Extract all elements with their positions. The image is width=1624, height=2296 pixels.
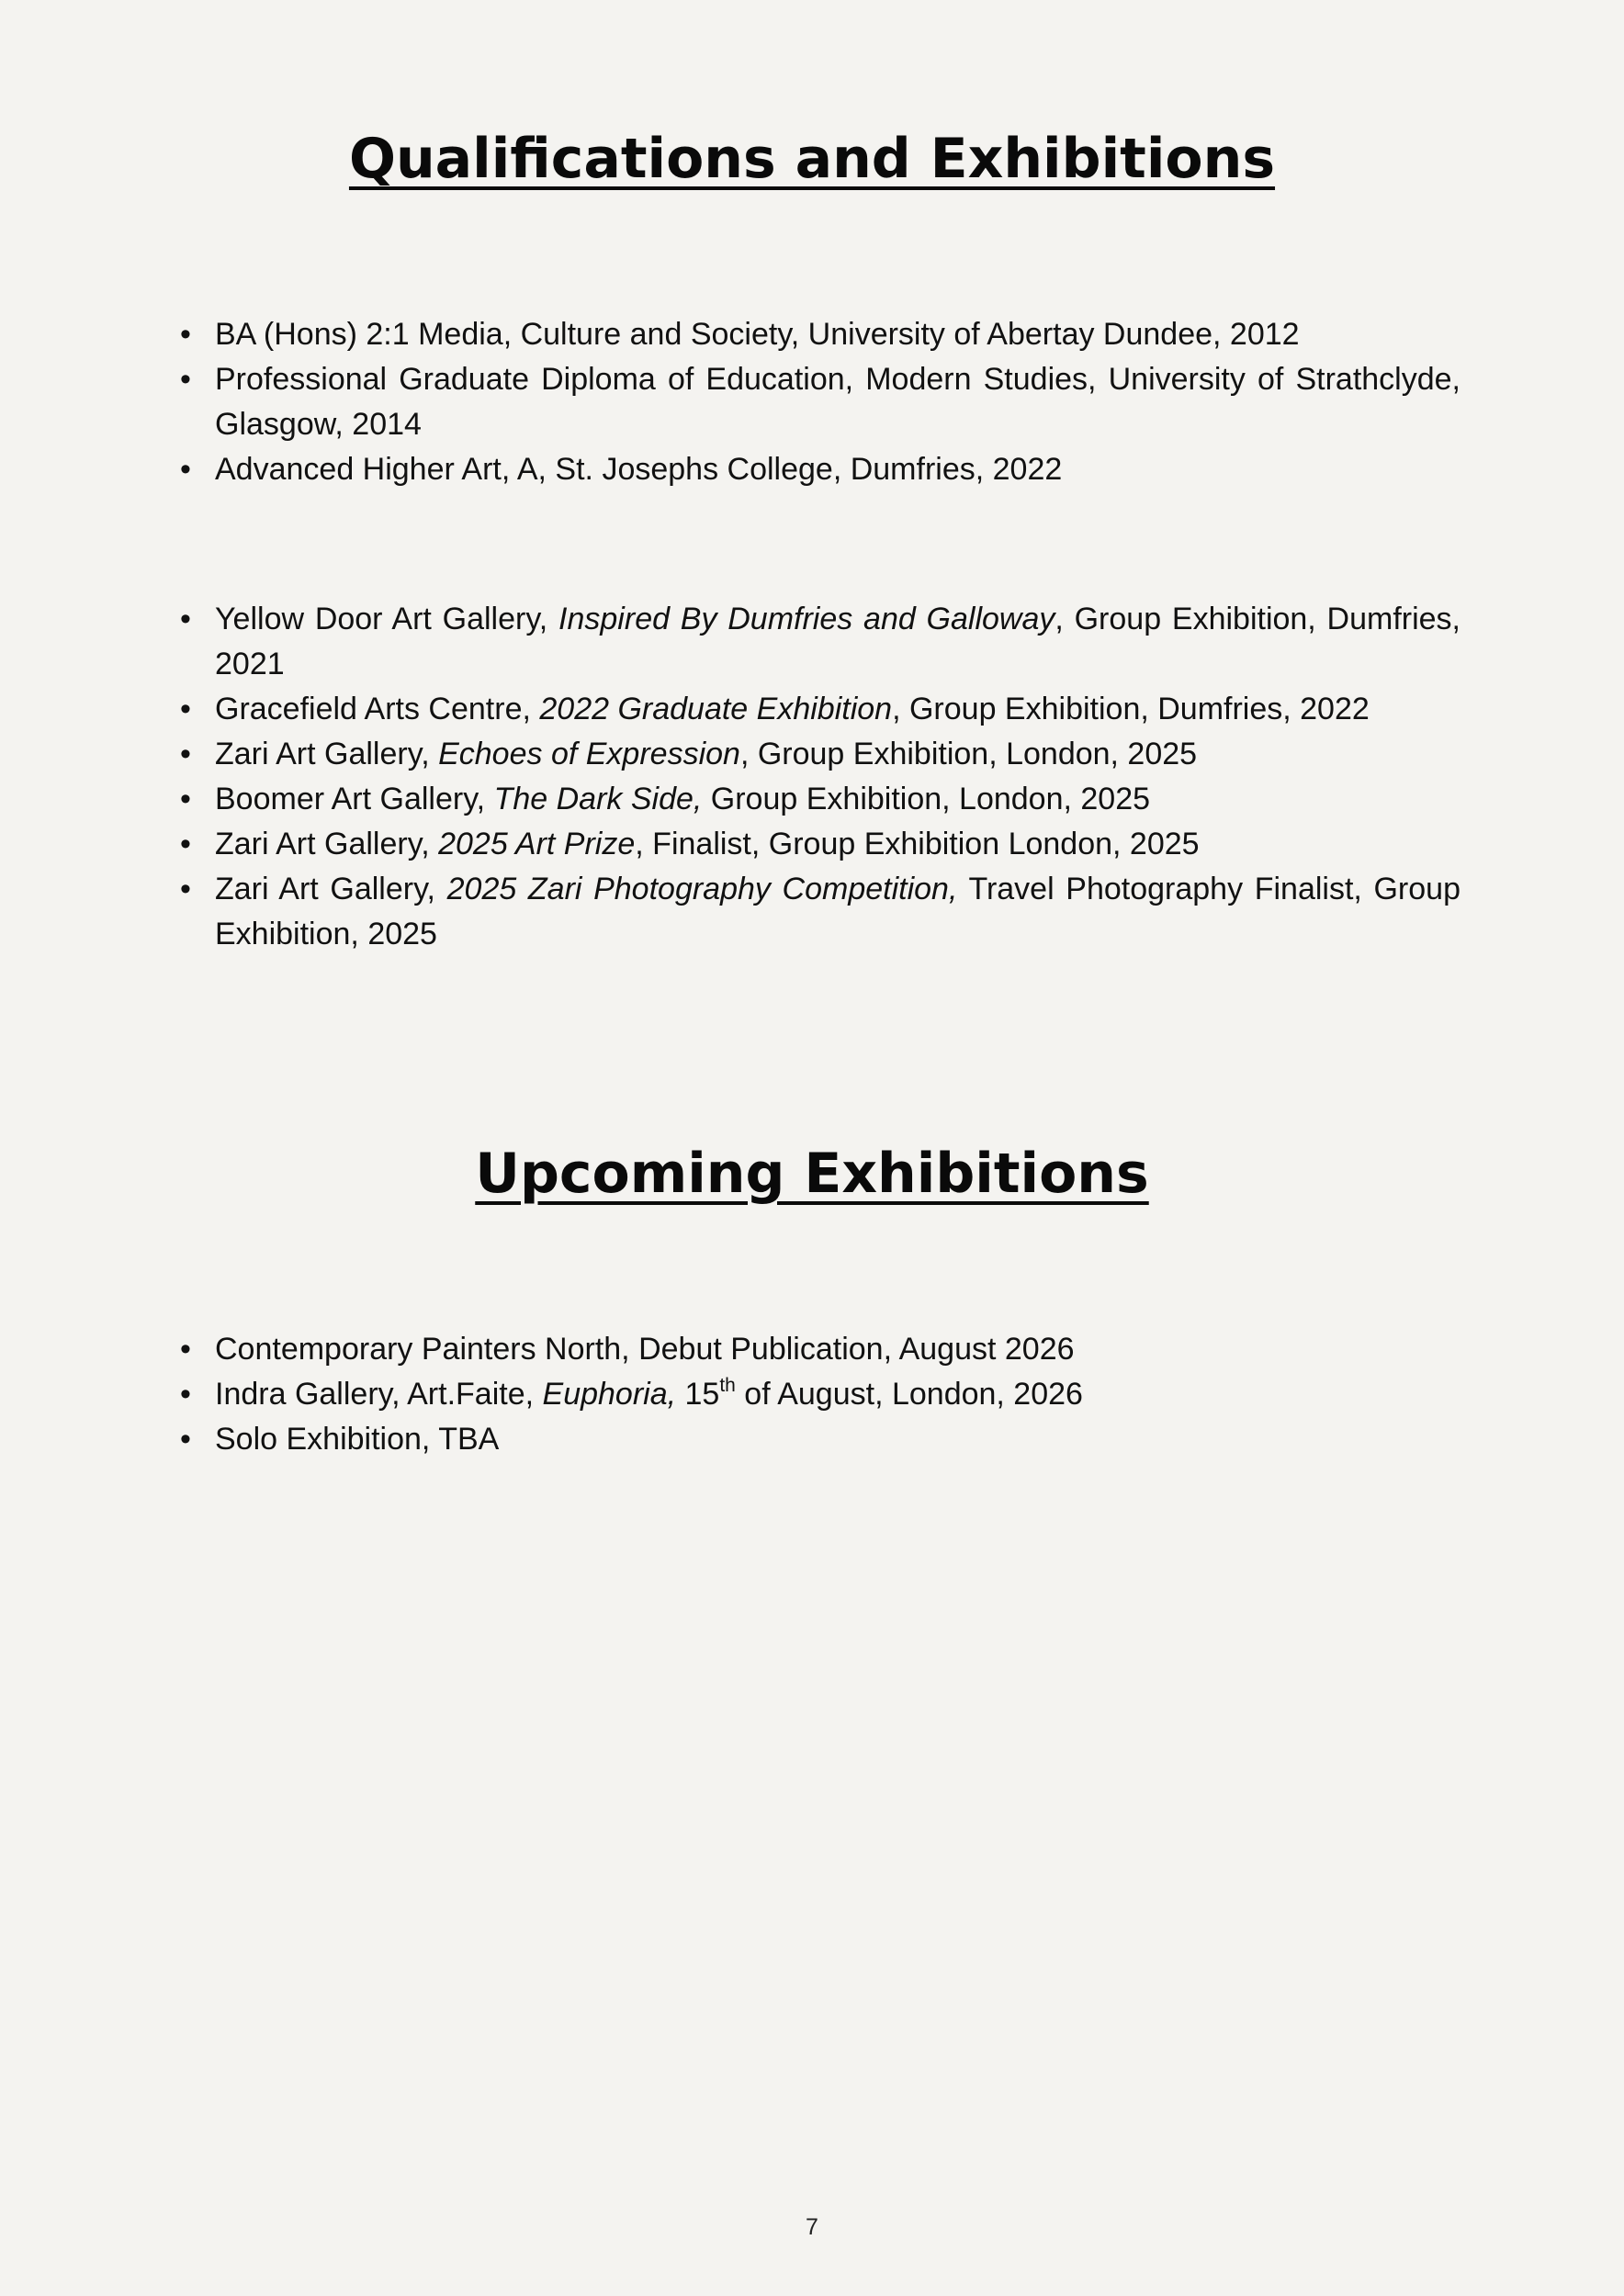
list-item (180, 1372, 1460, 1417)
exhibition-title: Euphoria, (542, 1377, 677, 1412)
list-item (180, 687, 1460, 732)
list-item (180, 597, 1461, 687)
exhibition-details: , Group Exhibition, Dumfries, 2021 (215, 602, 1461, 681)
page-number: 7 (806, 2214, 818, 2240)
qualification-text: BA (Hons) 2:1 Media, Culture and Society, University of Abertay Dundee, 2012 (215, 317, 1300, 352)
exhibition-title: 2022 Graduate Exhibition (539, 692, 893, 726)
bullet-icon: • (180, 1377, 191, 1412)
list-item (180, 1327, 1460, 1372)
list-item (180, 867, 1460, 957)
bullet-icon: • (180, 362, 191, 397)
exhibitions-list (180, 597, 1461, 957)
bullet-icon: • (180, 872, 191, 906)
list-item (180, 447, 1460, 492)
exhibition-details: , Group Exhibition, Dumfries, 2022 (892, 692, 1370, 726)
bullet-icon: • (180, 737, 191, 771)
date-day: 15 (676, 1377, 720, 1412)
qualifications-list (180, 312, 1460, 492)
exhibition-title: Inspired By Dumfries and Galloway (558, 602, 1055, 636)
bullet-icon: • (180, 782, 191, 816)
exhibition-title: Echoes of Expression (438, 737, 740, 771)
qualification-text: Advanced Higher Art, A, St. Josephs College, Dumfries, 2022 (215, 452, 1063, 487)
bullet-icon: • (180, 602, 191, 636)
venue-text: Indra Gallery, Art.Faite, (215, 1377, 543, 1412)
list-item (180, 822, 1460, 867)
list-item (180, 1417, 1460, 1462)
bullet-icon: • (180, 1332, 191, 1367)
upcoming-heading: Upcoming Exhibitions (475, 1142, 1149, 1206)
bullet-icon: • (180, 1422, 191, 1457)
upcoming-text: Contemporary Painters North, Debut Publication, August 2026 (215, 1332, 1075, 1367)
qualifications-heading: Qualifications and Exhibitions (348, 127, 1276, 191)
exhibition-title: 2025 Art Prize (438, 827, 636, 861)
upcoming-text: Solo Exhibition, TBA (215, 1422, 500, 1457)
qualification-text: Professional Graduate Diploma of Education, Modern Studies, University of Strathclyde, Glasgow, 2014 (215, 362, 1460, 442)
ordinal-suffix: th (719, 1375, 736, 1396)
venue-text: Zari Art Gallery, (215, 827, 439, 861)
venue-text: Zari Art Gallery, (215, 737, 439, 771)
venue-text: Boomer Art Gallery, (215, 782, 494, 816)
bullet-icon: • (180, 452, 191, 487)
exhibition-details: Group Exhibition, London, 2025 (702, 782, 1151, 816)
list-item (180, 312, 1460, 357)
venue-text: Zari Art Gallery, (215, 872, 447, 906)
exhibition-details: , Finalist, Group Exhibition London, 2025 (635, 827, 1200, 861)
list-item (180, 357, 1460, 447)
bullet-icon: • (180, 692, 191, 726)
exhibition-details: of August, London, 2026 (735, 1377, 1083, 1412)
list-item (180, 732, 1460, 777)
bullet-icon: • (180, 827, 191, 861)
exhibition-details: Travel Photography Finalist, Group Exhibition, 2025 (215, 872, 1460, 951)
upcoming-list (180, 1327, 1460, 1462)
bullet-icon: • (180, 317, 191, 352)
venue-text: Yellow Door Art Gallery, (215, 602, 559, 636)
exhibition-title: The Dark Side, (493, 782, 703, 816)
list-item (180, 777, 1460, 822)
venue-text: Gracefield Arts Centre, (215, 692, 540, 726)
exhibition-details: , Group Exhibition, London, 2025 (739, 737, 1198, 771)
exhibition-title: 2025 Zari Photography Competition, (446, 872, 958, 906)
